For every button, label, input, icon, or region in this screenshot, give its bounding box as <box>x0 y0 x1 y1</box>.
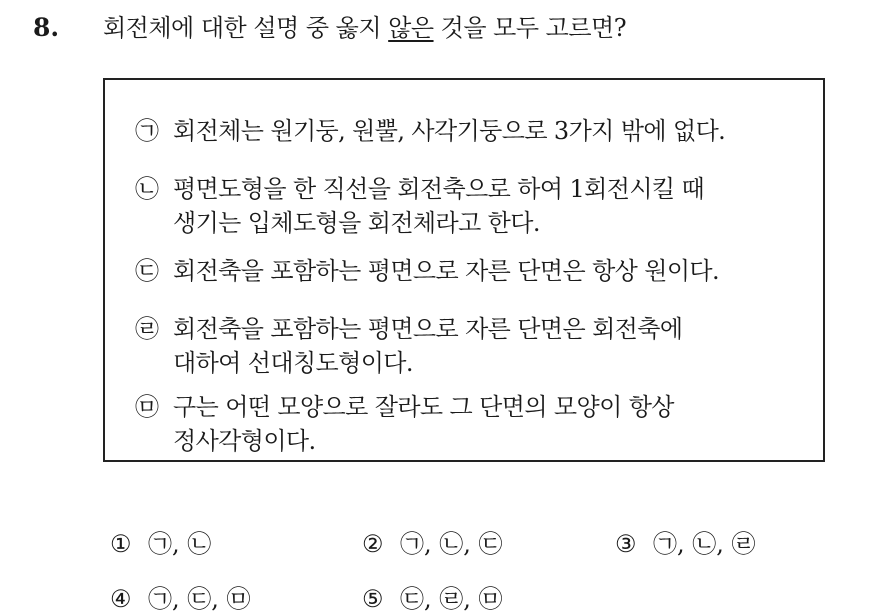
statement-1 <box>135 114 725 148</box>
statement-5 <box>135 390 674 458</box>
answer-choice-3[interactable] <box>615 528 756 560</box>
statement-text: 구는 어떤 모양으로 잘라도 그 단면의 모양이 항상 <box>173 393 674 421</box>
choice-text: ㉠, ㉡ <box>148 530 212 558</box>
question-prompt <box>103 12 626 44</box>
choice-number: ② <box>362 530 384 558</box>
choice-number: ① <box>110 530 132 558</box>
statement-marker: ㉡ <box>135 175 159 203</box>
question-underlined-word: 않은 <box>388 14 434 42</box>
choice-text: ㉠, ㉡, ㉣ <box>653 530 756 558</box>
statement-box <box>103 78 825 462</box>
choice-text: ㉠, ㉢, ㉤ <box>148 585 251 613</box>
statement-marker: ㉢ <box>135 257 159 285</box>
question-text-after: 것을 모두 고르면? <box>433 14 627 42</box>
answer-choice-4[interactable] <box>110 583 251 615</box>
answer-choice-5[interactable] <box>362 583 503 615</box>
statement-text-continued: 생기는 입체도형을 회전체라고 한다. <box>173 209 540 237</box>
statement-text: 회전축을 포함하는 평면으로 자른 단면은 회전축에 <box>173 315 683 343</box>
statement-text-continued: 대하여 선대칭도형이다. <box>173 349 413 377</box>
choice-text: ㉠, ㉡, ㉢ <box>400 530 503 558</box>
statement-4 <box>135 312 682 380</box>
statement-text: 평면도형을 한 직선을 회전축으로 하여 1회전시킬 때 <box>173 175 705 203</box>
statement-text-continued: 정사각형이다. <box>173 427 316 455</box>
choice-number: ④ <box>110 585 132 613</box>
statement-marker: ㉠ <box>135 117 159 145</box>
statement-marker: ㉤ <box>135 393 159 421</box>
choice-number: ③ <box>615 530 637 558</box>
question-number: 8. <box>33 13 60 42</box>
question-text-before: 회전체에 대한 설명 중 옳지 <box>103 14 389 42</box>
answer-choice-1[interactable] <box>110 528 211 560</box>
answer-choice-2[interactable] <box>362 528 503 560</box>
statement-3 <box>135 254 719 288</box>
statement-text: 회전축을 포함하는 평면으로 자른 단면은 항상 원이다. <box>173 257 720 285</box>
statement-text: 회전체는 원기둥, 원뿔, 사각기둥으로 3가지 밖에 없다. <box>173 117 726 145</box>
statement-marker: ㉣ <box>135 315 159 343</box>
choice-text: ㉢, ㉣, ㉤ <box>400 585 503 613</box>
statement-2 <box>135 172 704 240</box>
choice-number: ⑤ <box>362 585 384 613</box>
